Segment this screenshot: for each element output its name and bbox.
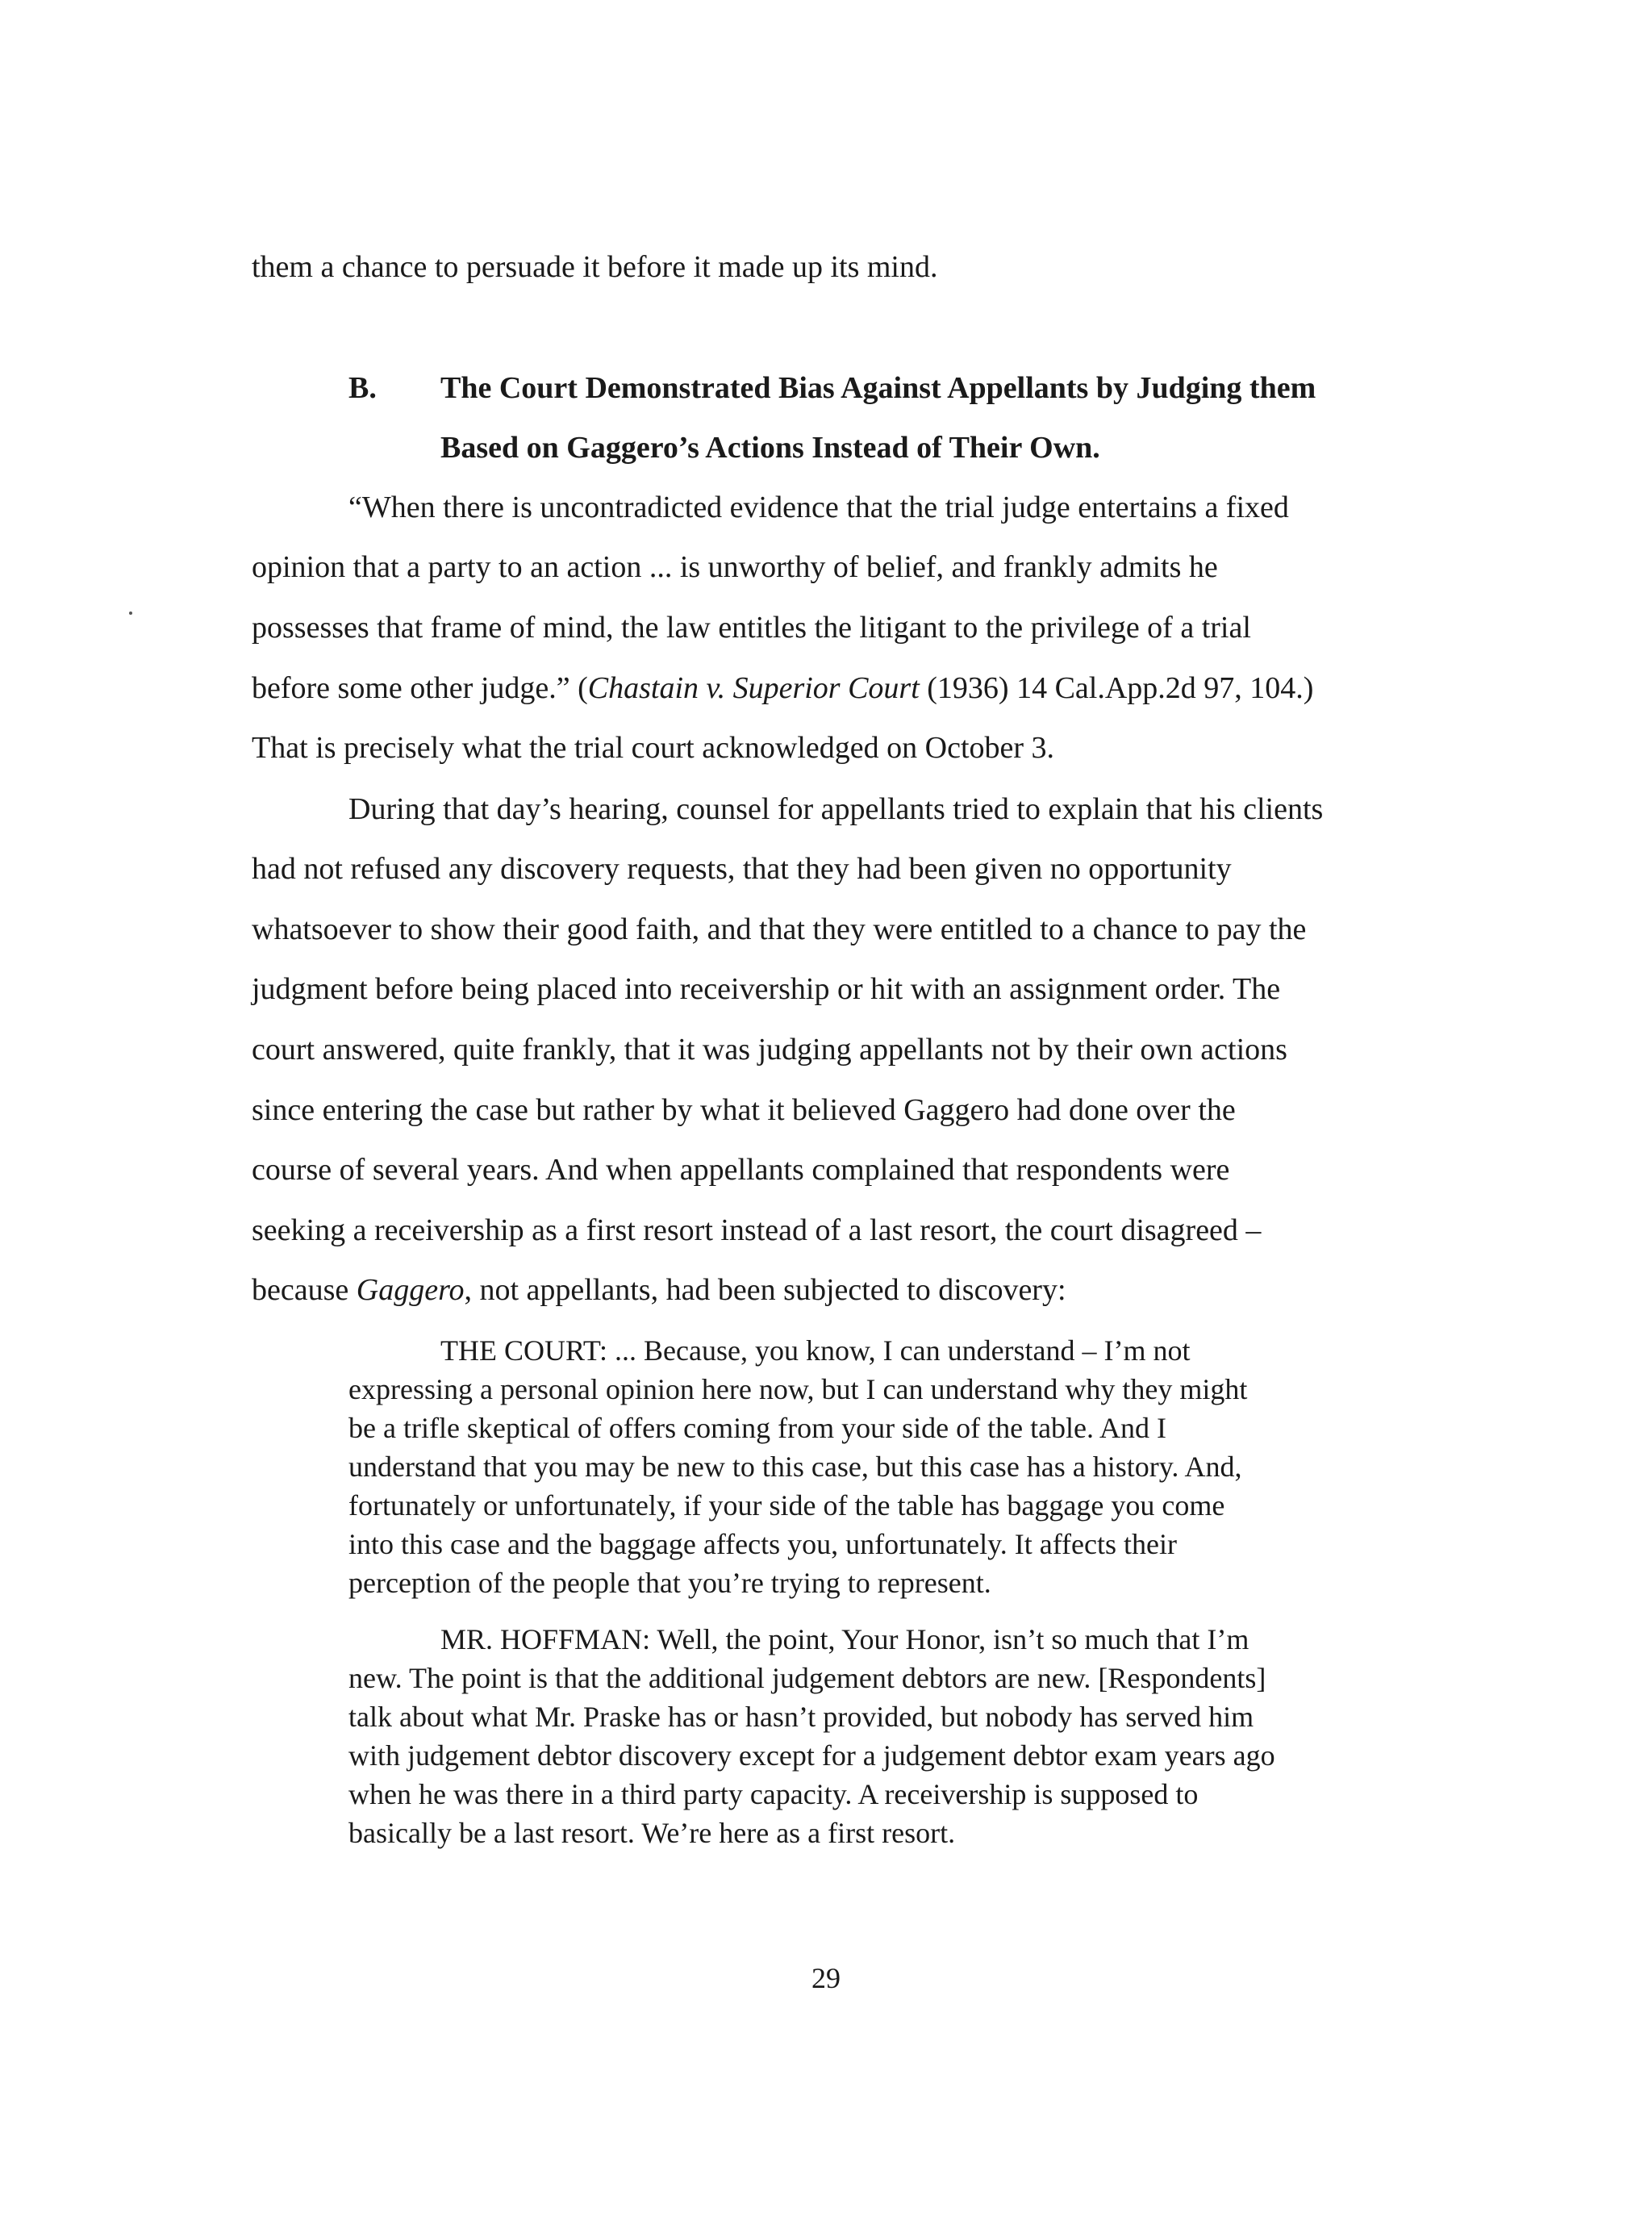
- para1-line-5: That is precisely what the trial court acknowledged on October 3.: [252, 731, 1055, 765]
- quote2-line-3: talk about what Mr. Praske has or hasn’t provided, but nobody has served him: [348, 1701, 1254, 1733]
- para1-line-3: possesses that frame of mind, the law entitles the litigant to the privilege of a trial: [252, 611, 1251, 645]
- para2-line-2: had not refused any discovery requests, that they had been given no opportunity: [252, 852, 1232, 886]
- quote2-line-1: MR. HOFFMAN: Well, the point, Your Honor, isn’t so much that I’m: [440, 1623, 1249, 1655]
- quote1-line-4: understand that you may be new to this case, but this case has a history. And,: [348, 1451, 1242, 1483]
- para2-line-5: court answered, quite frankly, that it was judging appellants not by their own actions: [252, 1033, 1287, 1067]
- intro-line: them a chance to persuade it before it made up its mind.: [252, 250, 938, 284]
- para1-line-4-text-a: before some other judge.” (: [252, 671, 588, 705]
- para2-line-3: whatsoever to show their good faith, and that they were entitled to a chance to pay the: [252, 912, 1307, 946]
- para2-line-9-text-a: because: [252, 1273, 357, 1307]
- para2-line-1: During that day’s hearing, counsel for appellants tried to explain that his clients: [348, 792, 1324, 826]
- quote1-line-1: THE COURT: ... Because, you know, I can understand – I’m not: [440, 1334, 1191, 1367]
- quote1-line-7: perception of the people that you’re trying to represent.: [348, 1567, 991, 1599]
- quote2-line-5: when he was there in a third party capacity. A receivership is supposed to: [348, 1778, 1199, 1810]
- para1-line-4-text-b: (1936) 14 Cal.App.2d 97, 104.): [919, 671, 1314, 705]
- case-citation: Chastain v. Superior Court: [587, 671, 920, 705]
- quote1-line-2: expressing a personal opinion here now, but I can understand why they might: [348, 1373, 1248, 1405]
- para1-line-4: [252, 673, 1313, 703]
- para2-line-6: since entering the case but rather by what it believed Gaggero had done over the: [252, 1093, 1236, 1127]
- scan-speck: [129, 612, 132, 615]
- quote2-line-2: new. The point is that the additional judgement debtors are new. [Respondents]: [348, 1662, 1266, 1694]
- party-name: Gaggero: [356, 1273, 465, 1307]
- para1-line-1: “When there is uncontradicted evidence that the trial judge entertains a fixed: [348, 491, 1289, 524]
- para2-line-9-text-b: , not appellants, had been subjected to discovery:: [464, 1273, 1066, 1307]
- para2-line-8: seeking a receivership as a first resort instead of a last resort, the court disagreed –: [252, 1213, 1262, 1247]
- quote1-line-6: into this case and the baggage affects you, unfortunately. It affects their: [348, 1528, 1177, 1560]
- para2-line-7: course of several years. And when appellants complained that respondents were: [252, 1153, 1230, 1187]
- section-heading-line-1: The Court Demonstrated Bias Against Appellants by Judging them: [440, 371, 1316, 405]
- quote1-line-3: be a trifle skeptical of offers coming from your side of the table. And I: [348, 1412, 1167, 1444]
- section-heading-letter: B.: [348, 371, 377, 405]
- para2-line-4: judgment before being placed into receivership or hit with an assignment order. The: [252, 972, 1281, 1006]
- para2-line-9: [252, 1275, 1066, 1305]
- section-heading-line-2: Based on Gaggero’s Actions Instead of Their Own.: [440, 431, 1100, 465]
- quote2-line-4: with judgement debtor discovery except for a judgement debtor exam years ago: [348, 1739, 1275, 1772]
- quote2-line-6: basically be a last resort. We’re here as a first resort.: [348, 1817, 956, 1849]
- page-number: 29: [811, 1962, 841, 1994]
- quote1-line-5: fortunately or unfortunately, if your side of the table has baggage you come: [348, 1489, 1225, 1522]
- para1-line-2: opinion that a party to an action ... is unworthy of belief, and frankly admits he: [252, 550, 1218, 584]
